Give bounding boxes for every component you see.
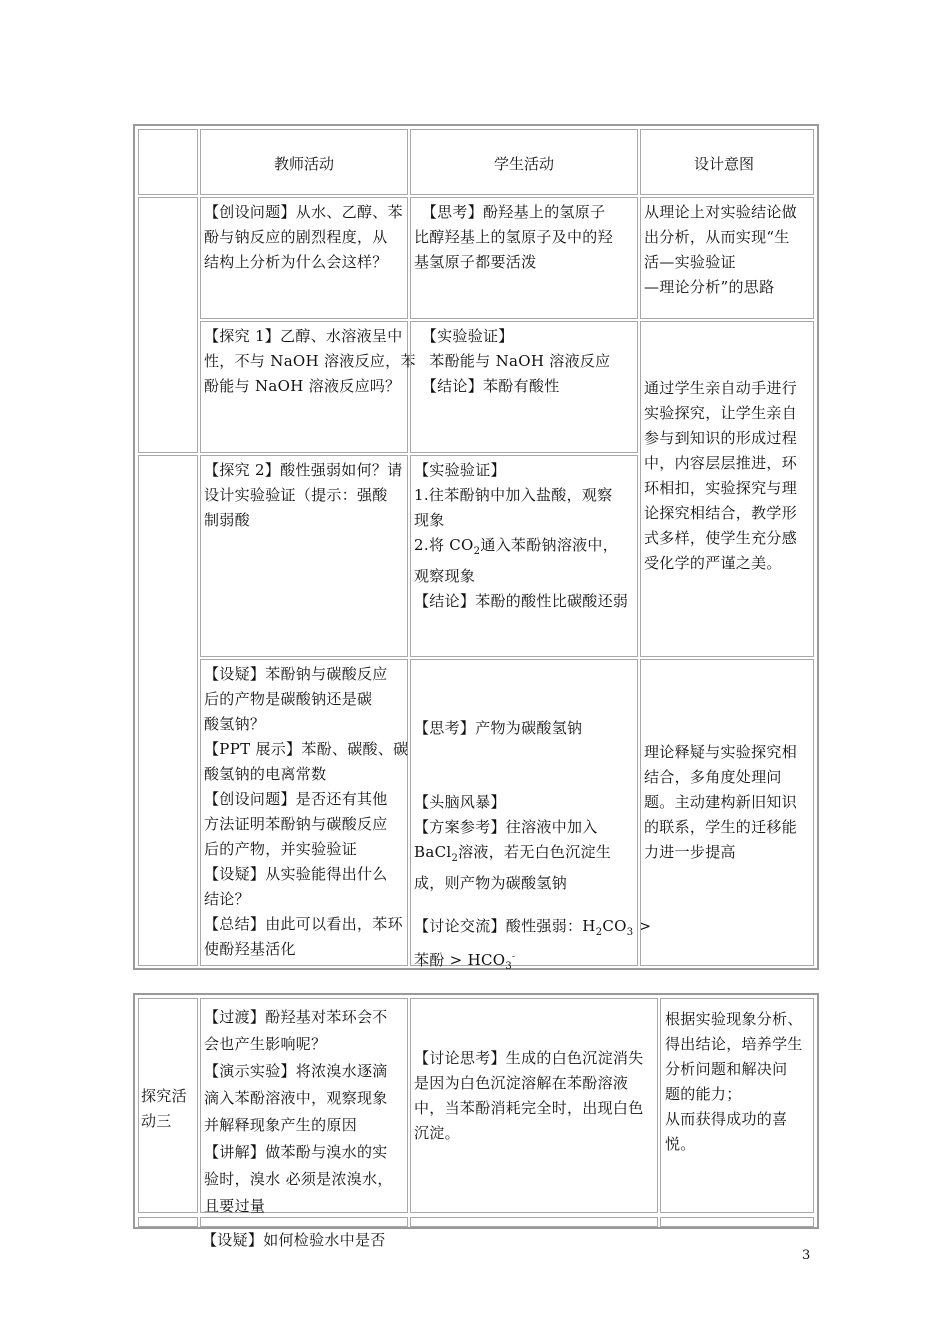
row4-design-text — [644, 740, 797, 865]
text-line: 酚能与 NaOH 溶液反应吗？ — [204, 377, 401, 395]
row4-student-discussion — [414, 914, 651, 979]
text-line: 分析问题和解决问 — [665, 1060, 788, 1078]
text-line: 结论？ — [204, 890, 250, 908]
text-fragment: 苯酚 > HCO — [414, 951, 506, 969]
row1-student-cell — [410, 197, 638, 319]
row1-teacher-cell — [200, 197, 408, 319]
text-line — [414, 840, 611, 871]
text-line: 成，则产物为碳酸氢钠 — [414, 874, 568, 892]
text-fragment: 2.将 CO — [414, 536, 474, 554]
text-line: 【设疑】从实验能得出什么 — [204, 865, 388, 883]
next-row-strip-design — [660, 1217, 814, 1227]
header-empty-cell — [138, 129, 198, 195]
text-line: 并解释现象产生的原因 — [204, 1116, 358, 1134]
text-line: 【结论】苯酚有酸性 — [414, 377, 560, 395]
text-fragment: 通入苯酚钠溶液中， — [480, 536, 619, 554]
activity-label — [141, 1084, 187, 1134]
row4-student-plan — [414, 815, 611, 896]
t2-student-text — [414, 1046, 644, 1146]
text-line: 从理论上对实验结论做 — [644, 203, 798, 221]
text-line: 中，内容层层推进，环 — [644, 454, 798, 472]
text-line: 酸氢钠？ — [204, 715, 266, 733]
row2-student-text — [414, 324, 610, 399]
text-line: 使酚羟基活化 — [204, 940, 296, 958]
lesson-table-1 — [133, 124, 819, 970]
superscript: - — [512, 952, 516, 962]
row4-design-cell — [640, 659, 814, 966]
text-line: 【讲解】做苯酚与溴水的实 — [204, 1143, 388, 1161]
text-line: 方法证明苯酚钠与碳酸反应 — [204, 815, 388, 833]
header-design-cell — [640, 129, 814, 195]
row2-3-design-cell — [640, 321, 814, 657]
header-teacher-cell — [200, 129, 408, 195]
page-number: 3 — [802, 1248, 811, 1263]
text-line: 【设疑】苯酚钠与碳酸反应 — [204, 665, 388, 683]
text-line: 动三 — [141, 1112, 172, 1130]
text-line: 后的产物是碳酸钠还是碳 — [204, 690, 373, 708]
row1-design-text — [644, 200, 797, 300]
text-line: 【探究 2】酸性强弱如何？请 — [204, 461, 403, 479]
text-line: 通过学生亲自动手进行 — [644, 379, 798, 397]
text-line: 结合，多角度处理问 — [644, 768, 782, 786]
text-line: 【过渡】酚羟基对苯环会不 — [204, 1008, 388, 1026]
row3-student-text — [414, 458, 628, 614]
left-col-cell-2 — [138, 455, 198, 966]
subscript: 2 — [595, 927, 603, 938]
text-line: 【总结】由此可以看出，苯环 — [204, 915, 403, 933]
row1-design-cell — [640, 197, 814, 319]
text-line: 【方案参考】往溶液中加入 — [414, 818, 598, 836]
text-line: 【PPT 展示】苯酚、碳酸、碳 — [204, 740, 409, 758]
text-line: 基氢原子都要活泼 — [414, 253, 537, 271]
text-line: 性，不与 NaOH 溶液反应，苯 — [204, 352, 416, 370]
text-line: 环相扣，实验探究与理 — [644, 479, 798, 497]
text-line: 现象 — [414, 511, 445, 529]
text-line: 且要过量 — [204, 1197, 266, 1215]
text-line — [414, 945, 651, 979]
text-line: 后的产物，并实验验证 — [204, 840, 358, 858]
text-line: 根据实验现象分析、 — [665, 1010, 803, 1028]
row1-teacher-text — [204, 200, 403, 275]
row4-student-brainstorm: 【头脑风暴】 — [414, 793, 506, 811]
text-line: 实验探究，让学生亲自 — [644, 404, 798, 422]
text-fragment: 溶液，若无白色沉淀生 — [458, 843, 612, 861]
text-line: 【结论】苯酚的酸性比碳酸还弱 — [414, 592, 629, 610]
text-fragment: 【讨论交流】酸性强弱：H — [414, 917, 596, 935]
text-line: —理论分析”的思路 — [644, 278, 775, 296]
header-student: 学生活动 — [494, 155, 555, 173]
text-line: 式多样，使学生充分感 — [644, 529, 798, 547]
next-row-strip-teacher — [200, 1217, 408, 1227]
row3-student-cell — [410, 455, 638, 657]
text-line: 理论释疑与实验探究相 — [644, 743, 798, 761]
text-line: 参与到知识的形成过程 — [644, 429, 798, 447]
overflow-question-text: 【设疑】如何检验水中是否 — [202, 1231, 386, 1249]
row4-teacher-cell — [200, 659, 408, 966]
text-line: 【探究 1】乙醇、水溶液呈中 — [204, 327, 403, 345]
text-line — [414, 914, 651, 945]
text-line: 比醇羟基上的氢原子及中的羟 — [414, 228, 613, 246]
t2-student-cell — [410, 998, 658, 1213]
next-row-strip-student — [410, 1217, 658, 1227]
next-row-strip-left — [138, 1217, 198, 1227]
row3-teacher-cell — [200, 455, 408, 657]
text-line: 活—实验验证 — [644, 253, 736, 271]
activity-label-cell — [138, 998, 198, 1213]
row2-3-design-text — [644, 376, 797, 576]
text-line: 【思考】酚羟基上的氢原子 — [414, 203, 606, 221]
header-teacher: 教师活动 — [274, 155, 335, 173]
text-line: 酚与钠反应的剧烈程度，从 — [204, 228, 388, 246]
text-line: 题的能力； — [665, 1085, 742, 1103]
subscript: 2 — [451, 853, 459, 864]
subscript: 3 — [626, 927, 634, 938]
row4-student-cell — [410, 659, 652, 972]
t2-teacher-cell — [200, 998, 408, 1213]
text-line: 中，当苯酚消耗完全时，出现白色 — [414, 1099, 644, 1117]
text-fragment: > — [633, 917, 652, 935]
text-line: 的联系，学生的迁移能 — [644, 818, 798, 836]
text-line: 【讨论思考】生成的白色沉淀消失 — [414, 1049, 644, 1067]
text-line: 悦。 — [665, 1135, 696, 1153]
text-line: 是因为白色沉淀溶解在苯酚溶液 — [414, 1074, 629, 1092]
row2-student-cell — [410, 321, 638, 453]
left-col-cell-1 — [138, 197, 198, 453]
text-line: 探究活 — [141, 1087, 187, 1105]
subscript: 2 — [473, 546, 481, 557]
t2-design-cell — [660, 998, 814, 1213]
text-line: 出分析，从而实现“生 — [644, 228, 790, 246]
text-line: 【实验验证】 — [414, 327, 514, 345]
text-fragment: CO — [602, 917, 627, 935]
text-line: 设计实验验证（提示：强酸 — [204, 486, 388, 504]
header-student-cell — [410, 129, 638, 195]
text-line: 【实验验证】 — [414, 461, 506, 479]
row3-teacher-text — [204, 458, 403, 533]
subscript: 3 — [505, 961, 513, 972]
text-line: 题。主动建构新旧知识 — [644, 793, 798, 811]
text-line: 制弱酸 — [204, 511, 250, 529]
text-line: 观察现象 — [414, 567, 476, 585]
text-line: 验时，溴水 必须是浓溴水， — [204, 1170, 393, 1188]
text-line: 酸氢钠的电离常数 — [204, 765, 327, 783]
row4-student-think: 【思考】产物为碳酸氢钠 — [414, 719, 583, 737]
text-line: 会也产生影响呢？ — [204, 1035, 327, 1053]
text-line — [414, 533, 628, 564]
row2-teacher-cell — [200, 321, 416, 453]
text-line: 受化学的严谨之美。 — [644, 554, 782, 572]
t2-teacher-text — [204, 1004, 393, 1220]
row2-teacher-text — [204, 324, 416, 399]
text-line: 从而获得成功的喜 — [665, 1110, 788, 1128]
lesson-table-2 — [133, 993, 819, 1229]
header-design: 设计意图 — [694, 155, 755, 173]
row4-teacher-text — [204, 662, 408, 962]
text-line: 论探究相结合，教学形 — [644, 504, 798, 522]
text-line: 【演示实验】将浓溴水逐滴 — [204, 1062, 388, 1080]
text-line: 结构上分析为什么会这样？ — [204, 253, 388, 271]
text-line: 【创设问题】是否还有其他 — [204, 790, 388, 808]
text-fragment: BaCl — [414, 843, 452, 861]
text-line: 得出结论，培养学生 — [665, 1035, 803, 1053]
row1-student-text — [414, 200, 613, 275]
text-line: 力进一步提高 — [644, 843, 736, 861]
text-line: 1.往苯酚钠中加入盐酸，观察 — [414, 486, 613, 504]
text-line: 沉淀。 — [414, 1124, 460, 1142]
text-line: 【创设问题】从水、乙醇、苯 — [204, 203, 403, 221]
text-line: 苯酚能与 NaOH 溶液反应 — [414, 352, 611, 370]
text-line: 滴入苯酚溶液中，观察现象 — [204, 1089, 388, 1107]
t2-design-text — [665, 1007, 803, 1157]
